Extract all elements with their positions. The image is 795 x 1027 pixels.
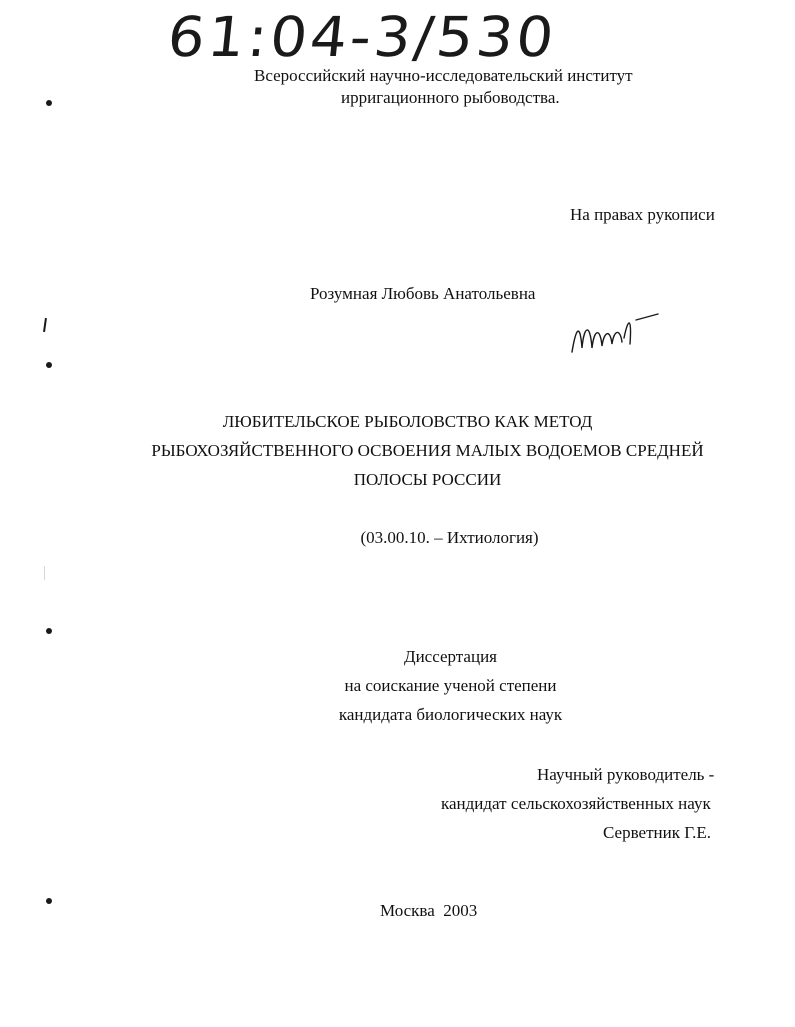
dissertation-label: Диссертация (403, 647, 497, 666)
institute-line-2: ирригационного рыбоводства. (341, 88, 560, 107)
binding-hole-mark (46, 362, 52, 368)
title-line-3: ПОЛОСЫ РОССИИ (353, 470, 502, 489)
supervisor-name: Серветник Г.Е. (603, 823, 711, 842)
handwritten-catalog-number: 61:04-3/530 (164, 4, 560, 70)
city-year: Москва 2003 (380, 901, 478, 920)
degree-line-2: кандидата биологических наук (338, 705, 563, 724)
binding-hole-mark (46, 100, 52, 106)
supervisor-degree: кандидат сельскохозяйственных наук (441, 794, 711, 813)
institute-line-1: Всероссийский научно-исследовательский институт (254, 66, 633, 85)
binding-hole-mark (46, 628, 52, 634)
handwritten-signature (568, 308, 664, 358)
scan-artifact-line (44, 566, 45, 580)
title-line-2: РЫБОХОЗЯЙСТВЕННОГО ОСВОЕНИЯ МАЛЫХ ВОДОЕМОВ СРЕДНЕЙ (151, 441, 704, 460)
supervisor-label: Научный руководитель - (537, 765, 715, 784)
margin-tick-mark (43, 318, 47, 332)
degree-line-1: на соискание ученой степени (344, 676, 557, 695)
title-line-1: ЛЮБИТЕЛЬСКОЕ РЫБОЛОВСТВО КАК МЕТОД (222, 412, 593, 431)
binding-hole-mark (46, 898, 52, 904)
author-name: Розумная Любовь Анатольевна (310, 284, 536, 303)
specialty-code: (03.00.10. – Ихтиология) (360, 528, 539, 547)
rights-label: На правах рукописи (570, 205, 715, 224)
